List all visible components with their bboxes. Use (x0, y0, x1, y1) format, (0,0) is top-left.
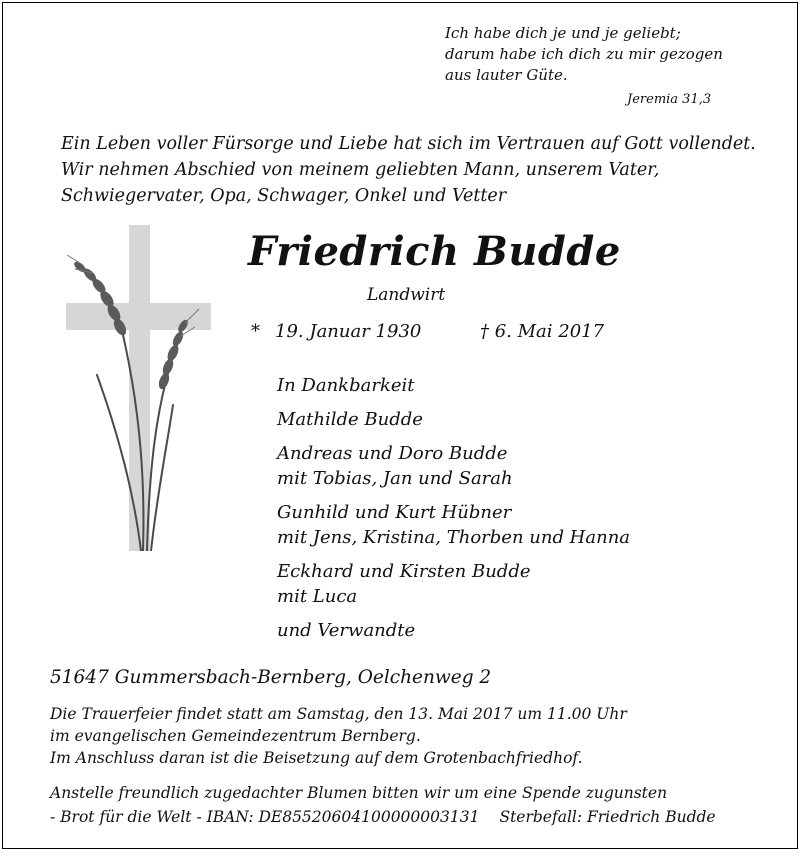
intro-text (61, 131, 756, 209)
donation-info (50, 781, 716, 829)
death-date: † 6. Mai 2017 (480, 321, 605, 342)
mourner-line: Eckhard und Kirsten Budde (277, 561, 531, 582)
gratitude-line: In Dankbarkeit (277, 375, 415, 396)
profession: Landwirt (367, 285, 446, 305)
donation-line (50, 805, 716, 829)
mourner-line: mit Jens, Kristina, Thorben und Hanna (277, 527, 631, 548)
donation-line: Anstelle freundlich zugedachter Blumen bitten wir um eine Spende zugunsten (50, 784, 668, 802)
intro-line: Ein Leben voller Fürsorge und Liebe hat sich im Vertrauen auf Gott vollendet. (61, 134, 756, 154)
mourner-group (277, 441, 630, 491)
donation-iban: - Brot für die Welt - IBAN: DE85520604100000003131 (50, 808, 480, 826)
family-address: 51647 Gummersbach-Bernberg, Oelchenweg 2 (50, 667, 492, 688)
mourner-line: Gunhild und Kurt Hübner (277, 502, 512, 523)
service-line: im evangelischen Gemeindezentrum Bernberg. (50, 727, 421, 745)
mourner-group (277, 559, 630, 609)
mourners-list (277, 373, 630, 652)
birth-symbol: * (251, 321, 260, 342)
mourner-line: und Verwandte (277, 620, 416, 641)
birth-date: 19. Januar 1930 (275, 321, 422, 342)
verse-line: aus lauter Güte. (445, 66, 568, 84)
mourner-group (277, 500, 630, 550)
intro-line: Wir nehmen Abschied von meinem geliebten Mann, unserem Vater, (61, 160, 660, 180)
deceased-name: Friedrich Budde (248, 228, 621, 275)
verse-line: Ich habe dich je und je geliebt; (445, 24, 681, 42)
verse-reference: Jeremia 31,3 (627, 92, 712, 107)
mourner-group (277, 618, 630, 643)
service-line: Im Anschluss daran ist die Beisetzung auf dem Grotenbachfriedhof. (50, 749, 583, 767)
obituary-notice (2, 2, 798, 849)
mourner-line: mit Tobias, Jan und Sarah (277, 468, 513, 489)
verse-line: darum habe ich dich zu mir gezogen (445, 45, 723, 63)
donation-reference: Sterbefall: Friedrich Budde (499, 808, 716, 826)
mourner-group (277, 407, 630, 432)
mourner-line: Andreas und Doro Budde (277, 443, 508, 464)
mourner-line: mit Luca (277, 586, 358, 607)
intro-line: Schwiegervater, Opa, Schwager, Onkel und Vetter (61, 186, 507, 206)
service-line: Die Trauerfeier findet statt am Samstag, den 13. Mai 2017 um 11.00 Uhr (50, 705, 627, 723)
bible-verse (445, 23, 723, 86)
cross-with-wheat-icon (63, 225, 213, 551)
mourner-line: Mathilde Budde (277, 409, 423, 430)
funeral-service-info (50, 703, 627, 769)
